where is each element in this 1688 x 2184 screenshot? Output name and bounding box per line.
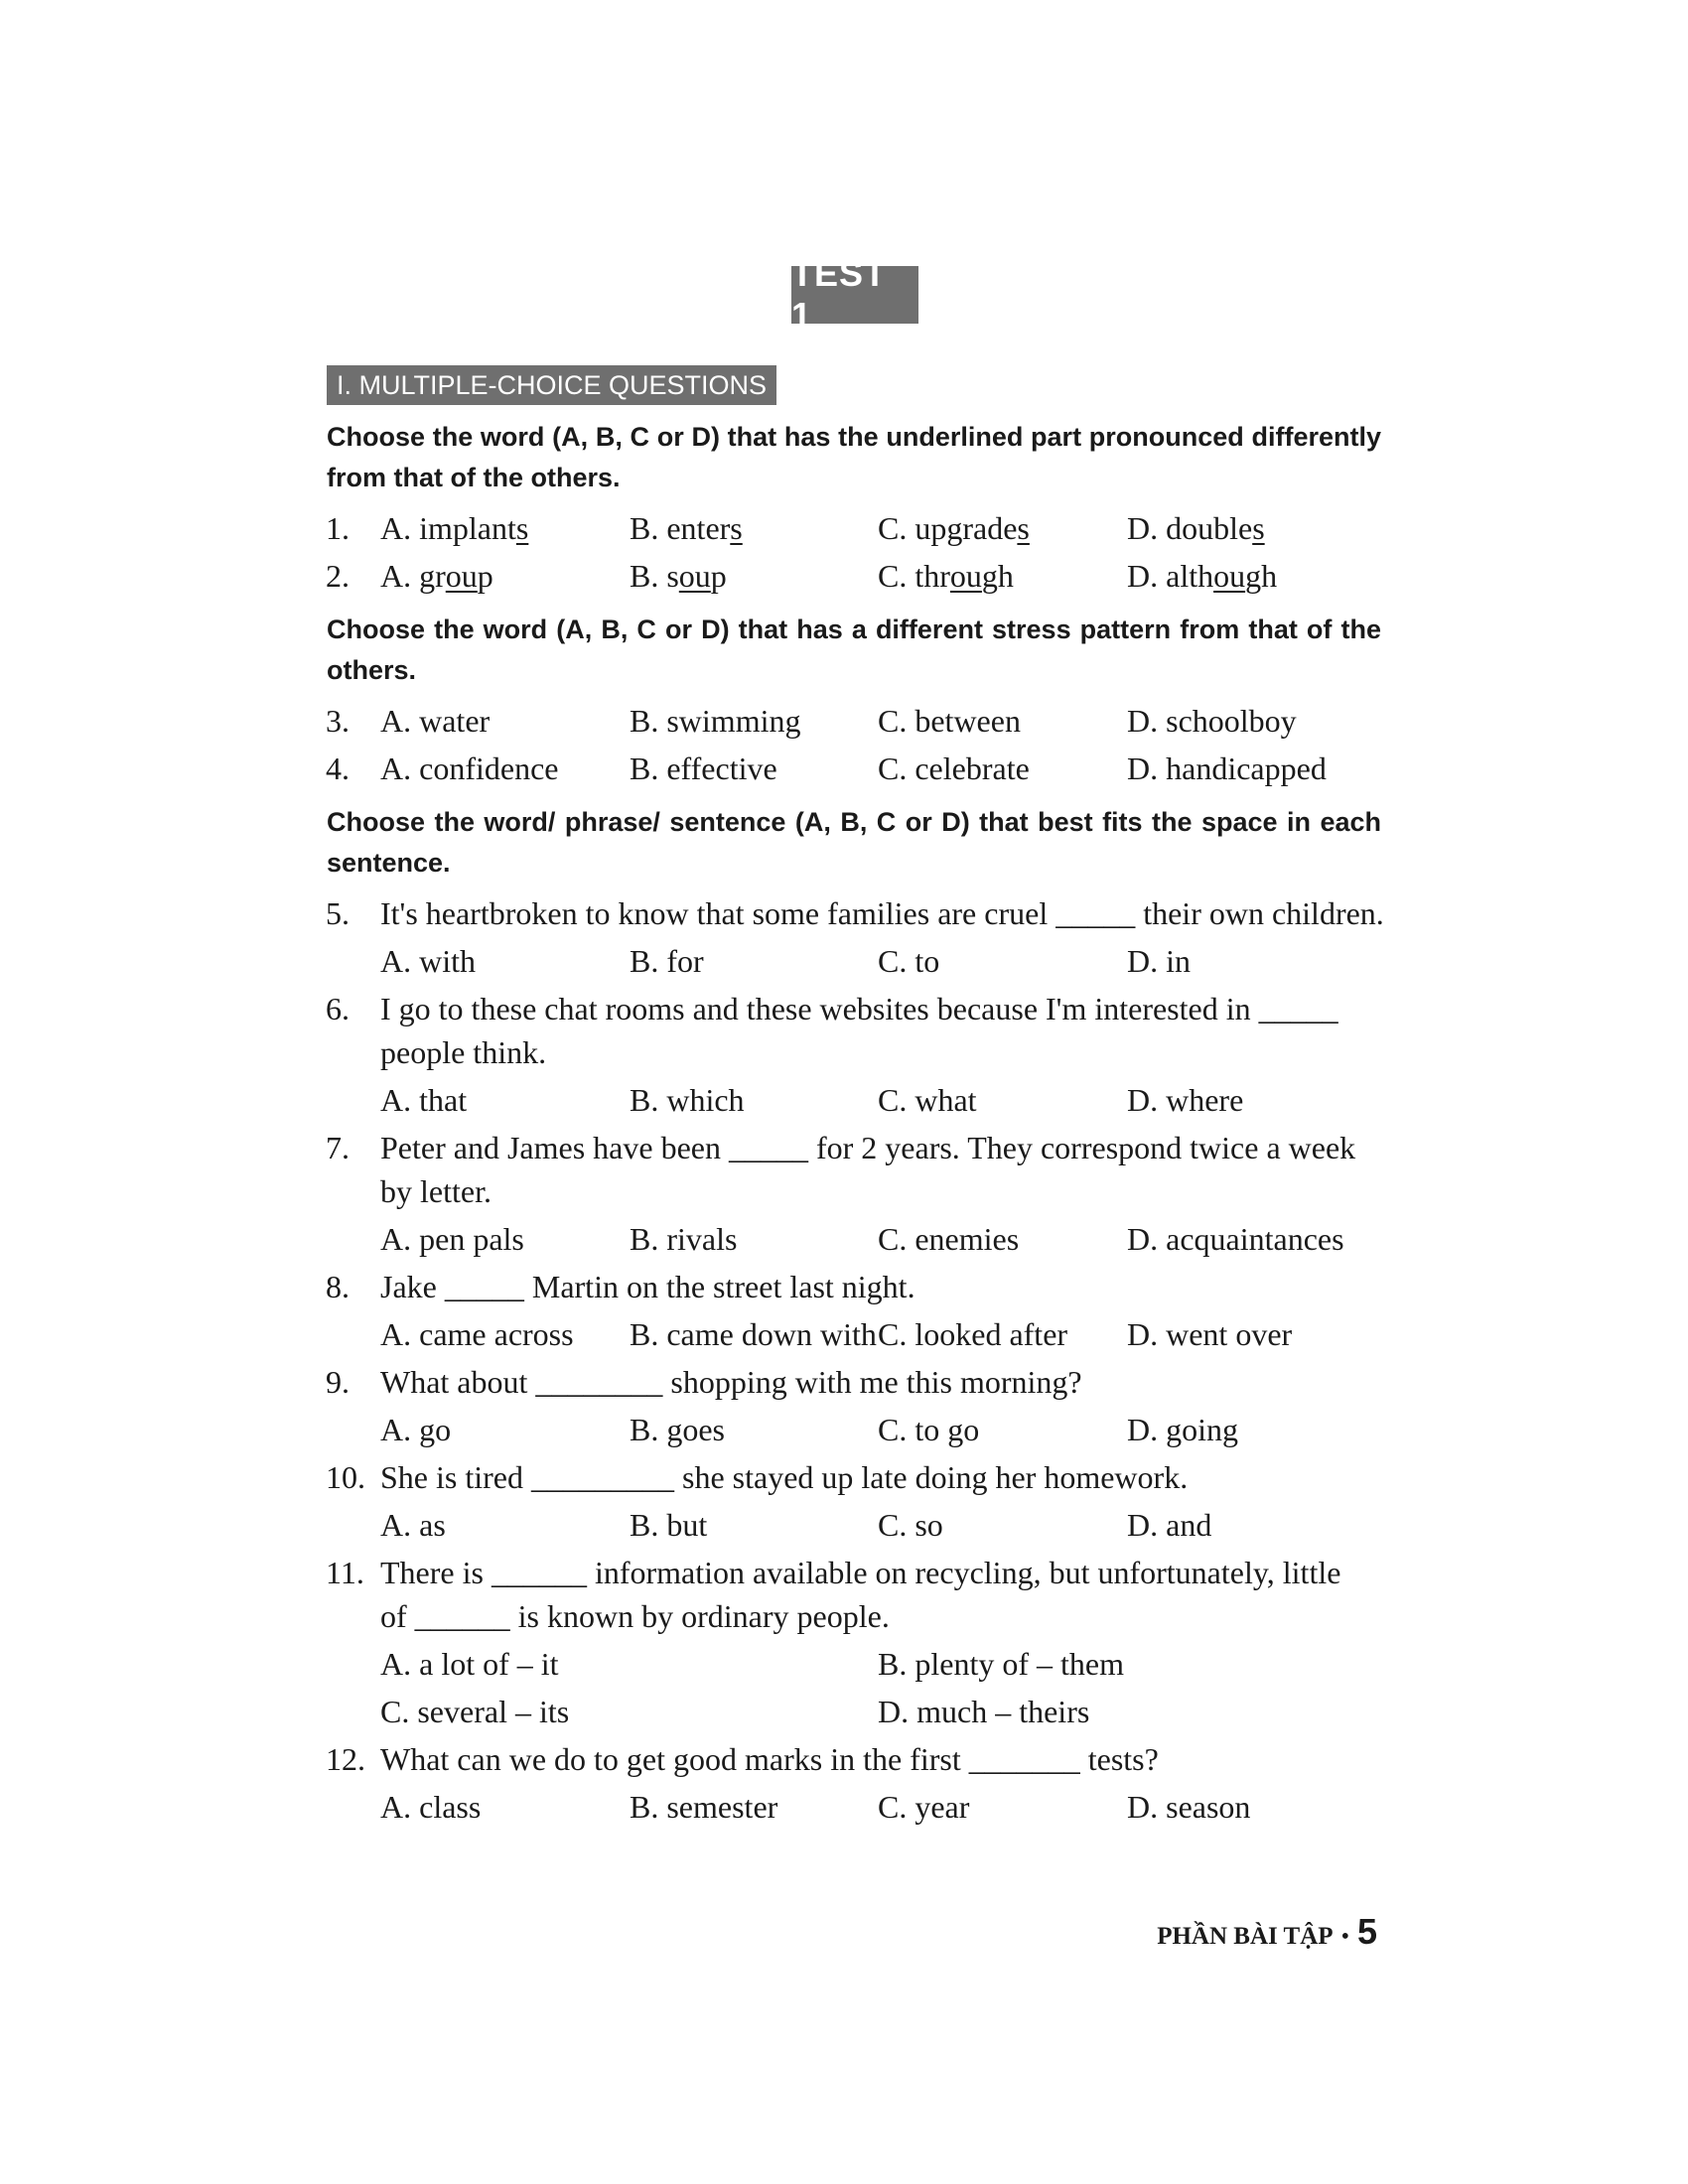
- option-b: B. enters: [630, 510, 743, 546]
- option-a: A. water: [380, 703, 491, 739]
- option-c: C. looked after: [878, 1316, 1068, 1352]
- option-b: B. which: [630, 1082, 745, 1118]
- question-11-stem-cont: [326, 1592, 1388, 1640]
- question-1: [326, 504, 1388, 552]
- option-c: C. year: [878, 1789, 970, 1825]
- question-number: 5.: [326, 895, 350, 931]
- question-9-stem: [326, 1358, 1388, 1406]
- question-number: 10.: [326, 1459, 365, 1495]
- question-number: 8.: [326, 1269, 350, 1304]
- question-6-stem-cont: [326, 1028, 1388, 1076]
- question-10-options: [326, 1501, 1388, 1549]
- question-5-stem: [326, 889, 1388, 937]
- question-11-options-ab: [326, 1640, 1388, 1688]
- option-d: D. went over: [1127, 1316, 1293, 1352]
- option-a: A. that: [380, 1082, 468, 1118]
- question-stem: Peter and James have been _____ for 2 years. They correspond twice a week: [380, 1130, 1356, 1165]
- question-number: 3.: [326, 703, 350, 739]
- option-a: A. implants: [380, 510, 529, 546]
- question-stem: It's heartbroken to know that some families are cruel _____ their own children.: [380, 895, 1384, 931]
- question-2: [326, 552, 1388, 600]
- option-b: B. but: [630, 1507, 708, 1543]
- option-c: C. enemies: [878, 1221, 1020, 1257]
- question-stem: She is tired _________ she stayed up late doing her homework.: [380, 1459, 1189, 1495]
- option-b: B. goes: [630, 1412, 725, 1447]
- question-number: 4.: [326, 751, 350, 786]
- option-a: A. with: [380, 943, 476, 979]
- question-number: 9.: [326, 1364, 350, 1400]
- option-c: C. upgrades: [878, 510, 1030, 546]
- question-7-options: [326, 1215, 1388, 1263]
- question-stem: There is ______ information available on recycling, but unfortunately, little: [380, 1555, 1341, 1590]
- bullet-icon: •: [1340, 1924, 1349, 1950]
- option-b: B. came down with: [630, 1316, 877, 1352]
- question-12-options: [326, 1783, 1388, 1831]
- question-number: 2.: [326, 558, 350, 594]
- instruction-fill: Choose the word/ phrase/ sentence (A, B, C or D) that best fits the space in each sentence.: [327, 807, 1381, 878]
- question-stem: Jake _____ Martin on the street last night.: [380, 1269, 915, 1304]
- page-number: 5: [1356, 1911, 1377, 1952]
- option-c: C. so: [878, 1507, 943, 1543]
- question-number: 11.: [326, 1555, 364, 1590]
- question-number: 12.: [326, 1741, 365, 1777]
- question-11-options-cd: [326, 1688, 1388, 1735]
- question-12-stem: [326, 1735, 1388, 1783]
- option-b: B. rivals: [630, 1221, 738, 1257]
- question-6-options: [326, 1076, 1388, 1124]
- question-7-stem-cont: [326, 1167, 1388, 1215]
- question-number: 7.: [326, 1130, 350, 1165]
- option-c: C. through: [878, 558, 1014, 594]
- option-a: A. class: [380, 1789, 482, 1825]
- option-b: B. swimming: [630, 703, 801, 739]
- option-c: C. celebrate: [878, 751, 1030, 786]
- option-a: A. came across: [380, 1316, 574, 1352]
- option-c: C. what: [878, 1082, 977, 1118]
- option-c: C. to: [878, 943, 940, 979]
- question-9-options: [326, 1406, 1388, 1453]
- question-3: [326, 697, 1388, 745]
- instruction-stress: Choose the word (A, B, C or D) that has a different stress pattern from that of the others.: [327, 614, 1381, 685]
- question-stem: What can we do to get good marks in the first _______ tests?: [380, 1741, 1159, 1777]
- option-a: A. go: [380, 1412, 452, 1447]
- question-6-stem: [326, 985, 1388, 1032]
- question-stem: What about ________ shopping with me this morning?: [380, 1364, 1082, 1400]
- question-8-options: [326, 1310, 1388, 1358]
- option-d: D. schoolboy: [1127, 703, 1297, 739]
- option-d: D. doubles: [1127, 510, 1265, 546]
- option-d: D. in: [1127, 943, 1191, 979]
- option-b: B. soup: [630, 558, 727, 594]
- option-b: B. effective: [630, 751, 777, 786]
- question-stem: by letter.: [380, 1173, 492, 1209]
- test-title: TEST 1: [791, 266, 918, 324]
- option-d: D. much – theirs: [878, 1694, 1090, 1729]
- instruction-pronunciation: Choose the word (A, B, C or D) that has the underlined part pronounced differently from that of the others.: [327, 422, 1381, 492]
- section-title: I. MULTIPLE-CHOICE QUESTIONS: [327, 365, 776, 405]
- option-d: D. where: [1127, 1082, 1244, 1118]
- question-number: 6.: [326, 991, 350, 1026]
- option-a: A. a lot of – it: [380, 1646, 559, 1682]
- question-5-options: [326, 937, 1388, 985]
- option-a: A. as: [380, 1507, 446, 1543]
- option-a: A. confidence: [380, 751, 559, 786]
- option-d: D. handicapped: [1127, 751, 1327, 786]
- option-a: A. group: [380, 558, 493, 594]
- page-footer: [1157, 1911, 1377, 1953]
- footer-label: PHẦN BÀI TẬP: [1157, 1923, 1334, 1950]
- option-c: C. between: [878, 703, 1021, 739]
- question-stem: I go to these chat rooms and these websites because I'm interested in _____: [380, 991, 1338, 1026]
- question-8-stem: [326, 1263, 1388, 1310]
- option-a: A. pen pals: [380, 1221, 524, 1257]
- option-d: D. although: [1127, 558, 1278, 594]
- question-7-stem: [326, 1124, 1388, 1171]
- question-stem: people think.: [380, 1034, 547, 1070]
- option-b: B. semester: [630, 1789, 778, 1825]
- question-10-stem: [326, 1453, 1388, 1501]
- option-c: C. to go: [878, 1412, 980, 1447]
- question-11-stem: [326, 1549, 1388, 1596]
- question-number: 1.: [326, 510, 350, 546]
- option-b: B. for: [630, 943, 704, 979]
- option-d: D. season: [1127, 1789, 1251, 1825]
- option-d: D. and: [1127, 1507, 1212, 1543]
- option-c: C. several – its: [380, 1694, 570, 1729]
- question-4: [326, 745, 1388, 792]
- question-stem: of ______ is known by ordinary people.: [380, 1598, 890, 1634]
- option-d: D. going: [1127, 1412, 1238, 1447]
- option-b: B. plenty of – them: [878, 1646, 1124, 1682]
- option-d: D. acquaintances: [1127, 1221, 1344, 1257]
